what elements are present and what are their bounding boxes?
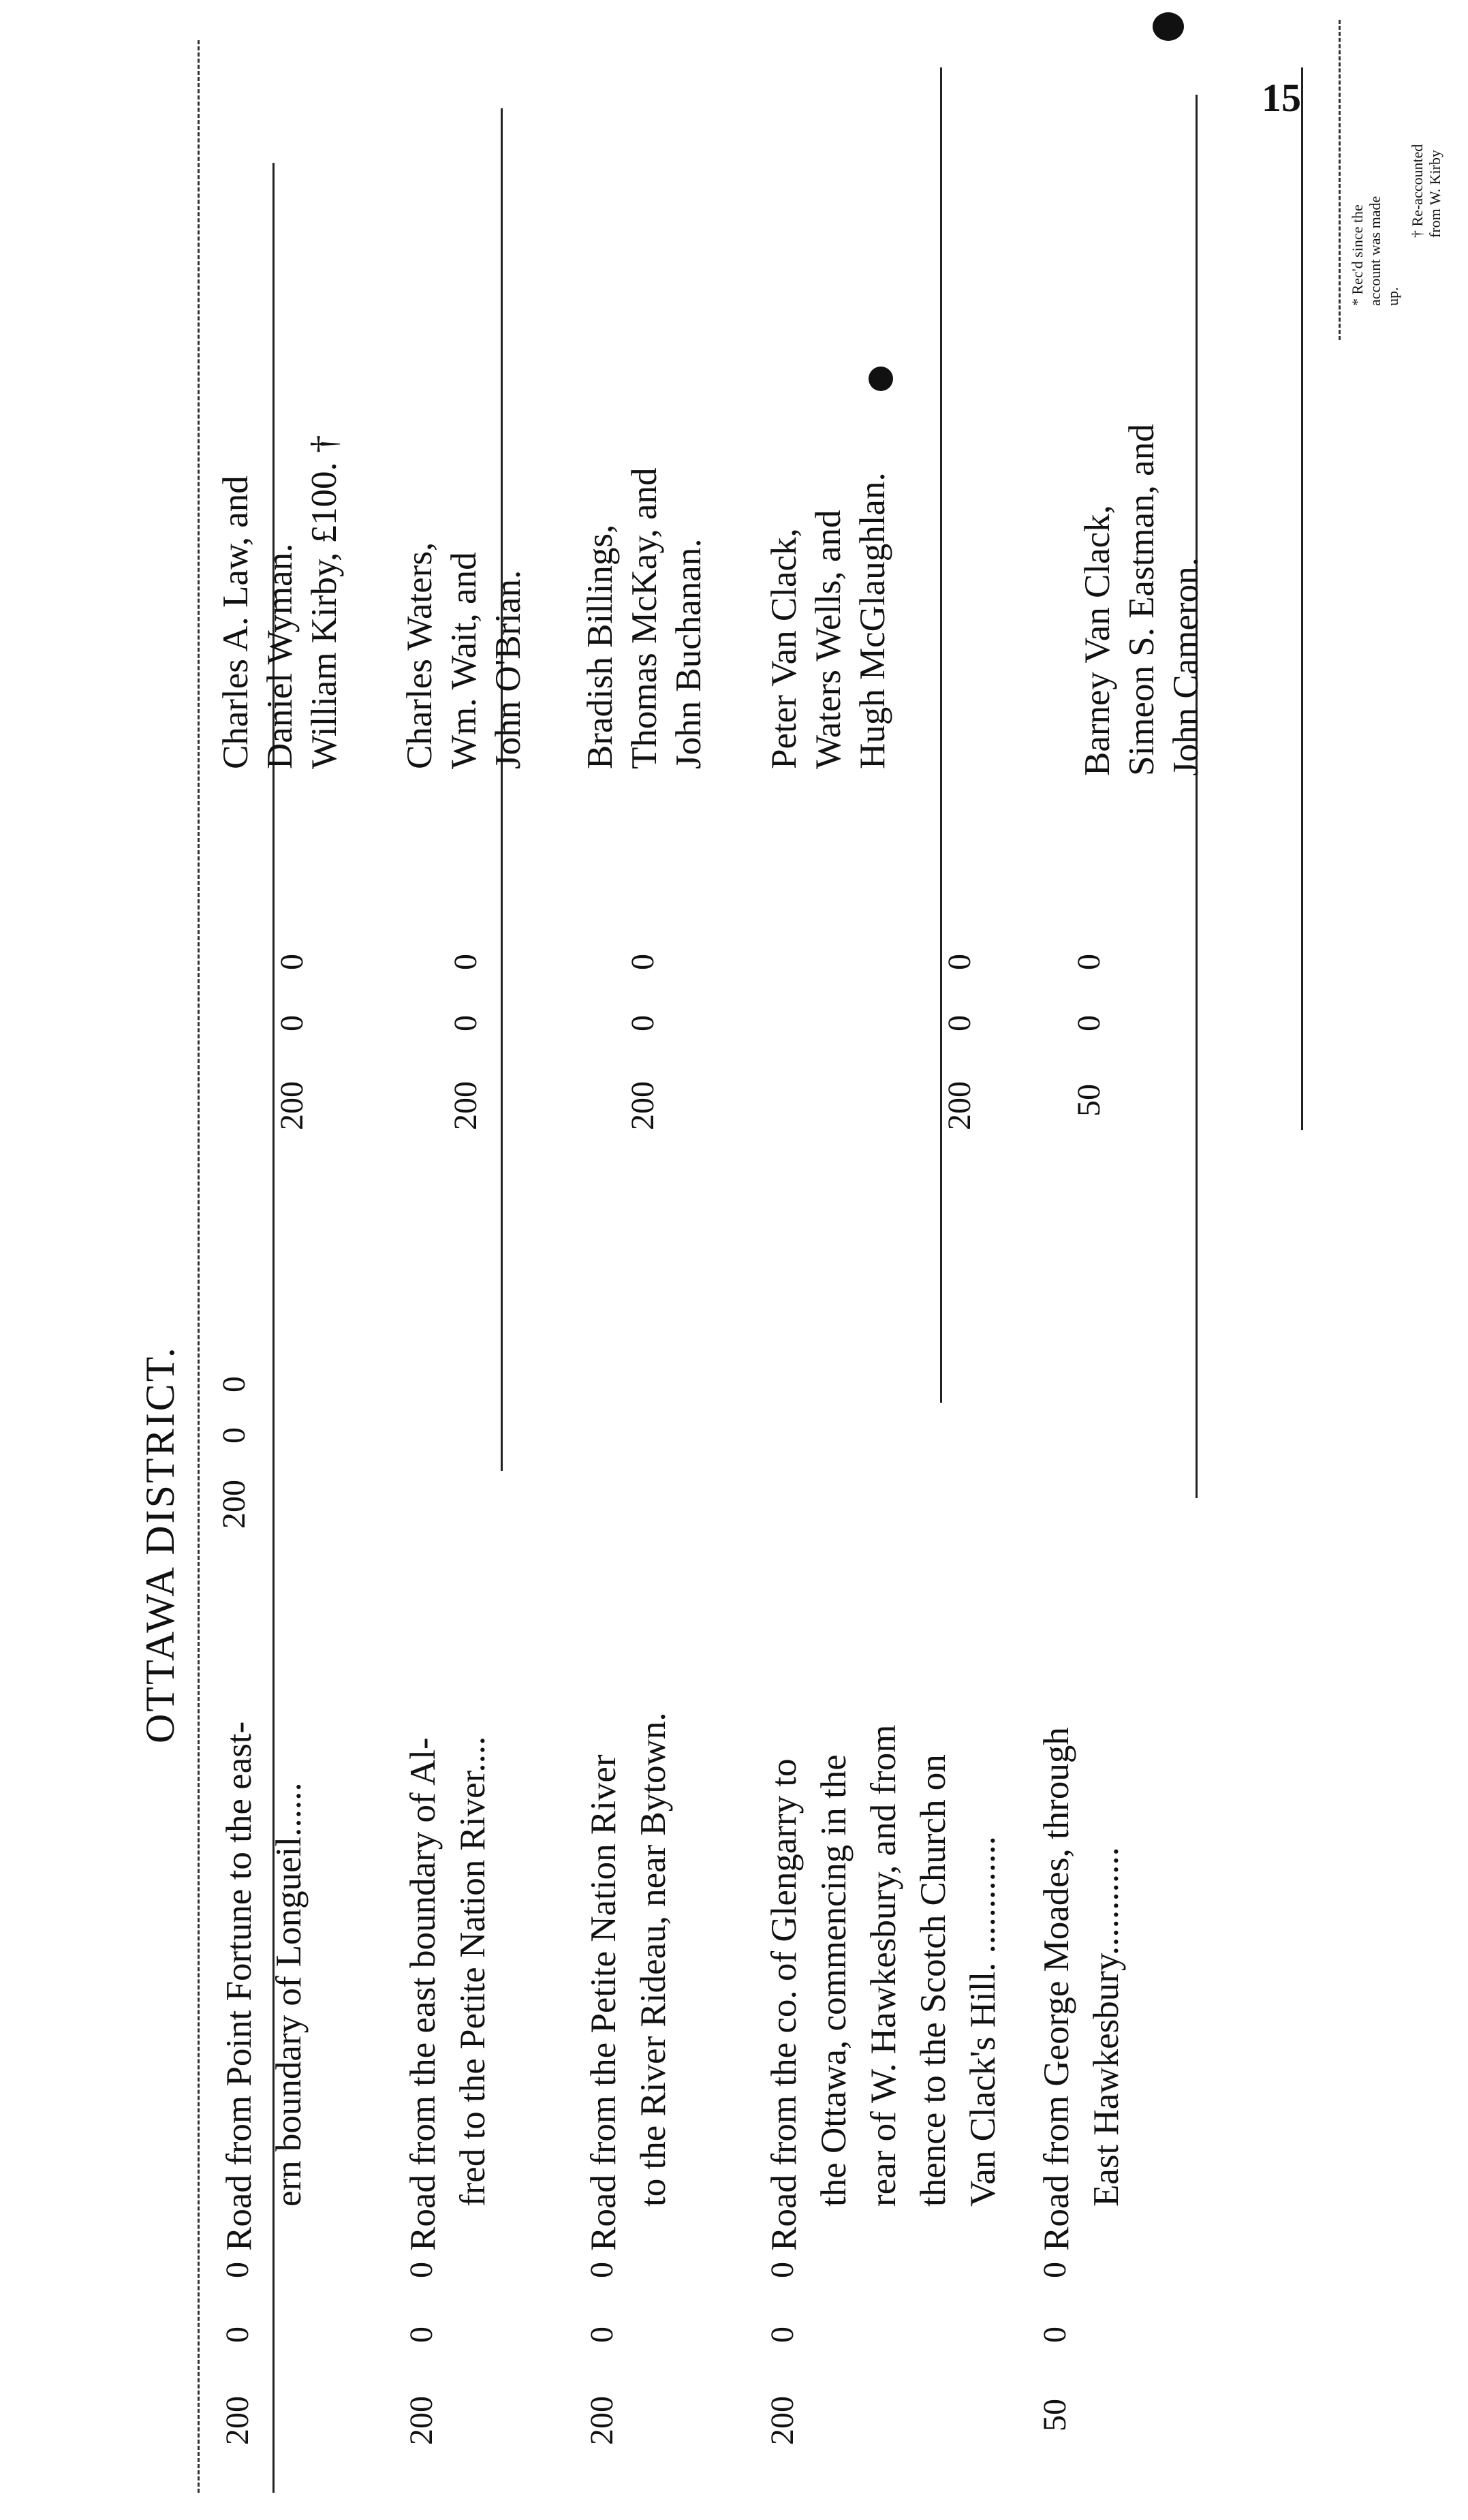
row2-paid-shillings: 0: [448, 1015, 484, 1031]
row1-paid-pounds: 200: [274, 1081, 310, 1130]
row2-description-line2: fred to the Petite Nation River....: [453, 1736, 493, 2207]
row1-total-pence: 0: [216, 1376, 252, 1393]
row3-paid-shillings: 0: [625, 1015, 661, 1031]
row4-description-line4: thence to the Scotch Church on: [913, 1754, 953, 2207]
margin-note-kirby-line2: from W. Kirby: [1426, 150, 1443, 238]
row1-amount-pounds: 200: [219, 2396, 255, 2445]
margin-note-kirby-line1: † Re-accounted: [1409, 144, 1426, 238]
margin-note-received-line3: up.: [1384, 287, 1401, 306]
row4-paid-pounds: 200: [941, 1081, 978, 1130]
row1-description-line2: ern boundary of Longueil......: [269, 1782, 309, 2207]
row3-amount-shillings: 0: [584, 2327, 620, 2343]
row4-commissioner-line2: Waters Wells, and: [809, 510, 848, 769]
row1-description-line1: Road from Point Fortune to the east-: [219, 1721, 259, 2251]
row3-amount-pence: 0: [584, 2262, 620, 2278]
district-heading: OTTAWA DISTRICT.: [138, 1345, 183, 1743]
row2-amount-pounds: 200: [403, 2396, 439, 2445]
row2-paid-pence: 0: [448, 954, 484, 970]
row3-description-line2: to the River Rideau, near Bytown.: [634, 1712, 673, 2207]
row5-paid-pence: 0: [1071, 954, 1107, 970]
row2-amount-shillings: 0: [403, 2327, 439, 2343]
ink-blot-commissioners: [869, 367, 893, 391]
row5-amount-shillings: 0: [1037, 2327, 1073, 2343]
row1-total-pounds: 200: [216, 1480, 252, 1529]
row4-amount-shillings: 0: [764, 2327, 800, 2343]
row1-paid-pence: 0: [274, 954, 310, 970]
row5-commissioner-line2: Simeon S. Eastman, and: [1122, 424, 1161, 776]
row1-commissioner-line3: William Kirby, £100. †: [304, 435, 344, 769]
row5-commissioner-line3: John Cameron.: [1166, 557, 1206, 776]
row1-amount-pence: 0: [219, 2262, 255, 2278]
row4-paid-pence: 0: [941, 954, 978, 970]
row5-amount-pence: 0: [1037, 2262, 1073, 2278]
row4-description-line1: Road from the co. of Glengarry to: [764, 1758, 804, 2251]
row4-commissioner-line3: Hugh McGlaughlan.: [853, 472, 892, 769]
row2-description-line1: Road from the east boundary of Al-: [403, 1737, 443, 2251]
rule-after-paid: [1196, 95, 1198, 1498]
row3-amount-pounds: 200: [584, 2396, 620, 2445]
row5-paid-pounds: 50: [1071, 1084, 1107, 1117]
margin-note-received-line1: * Rec'd since the: [1349, 204, 1366, 306]
row5-commissioner-line1: Barney Van Clack,: [1078, 505, 1117, 776]
row4-description-line5: Van Clack's Hill. .............: [963, 1836, 1003, 2207]
row4-description-line2: the Ottawa, commencing in the: [814, 1754, 854, 2207]
row2-commissioner-line2: Wm. Wait, and: [444, 552, 484, 769]
row4-amount-pence: 0: [764, 2262, 800, 2278]
row1-commissioner-line1: Charles A. Law, and: [216, 476, 255, 769]
rule-bottom-edge: [198, 40, 200, 2493]
row5-amount-pounds: 50: [1037, 2399, 1073, 2431]
row2-paid-pounds: 200: [448, 1081, 484, 1130]
row4-commissioner-line1: Peter Van Clack,: [764, 528, 804, 769]
row3-commissioner-line2: Thomas McKay, and: [625, 467, 664, 769]
row4-amount-pounds: 200: [764, 2396, 800, 2445]
row2-commissioner-line3: John O'Brian.: [488, 570, 528, 769]
row3-description-line1: Road from the Petite Nation River: [584, 1754, 623, 2251]
row2-amount-pence: 0: [403, 2262, 439, 2278]
rule-before-paid: [940, 67, 942, 1403]
row2-commissioner-line1: Charles Waters,: [400, 542, 439, 769]
row4-description-line3: rear of W. Hawkesbury, and from: [864, 1724, 903, 2207]
rule-after-commissioners: [1301, 67, 1303, 1130]
rule-margin: [1339, 20, 1341, 340]
page-number: 15: [1262, 76, 1301, 120]
row3-commissioner-line3: John Buchanan.: [669, 538, 708, 769]
rule-after-description: [501, 108, 503, 1471]
row1-total-shillings: 0: [216, 1427, 252, 1444]
row1-amount-shillings: 0: [219, 2327, 255, 2343]
row5-paid-shillings: 0: [1071, 1015, 1107, 1031]
row5-description-line2: East Hawkesbury............: [1087, 1847, 1126, 2207]
row1-paid-shillings: 0: [274, 1015, 310, 1031]
row3-commissioner-line1: Bradish Billings,: [580, 524, 620, 769]
row4-paid-shillings: 0: [941, 1015, 978, 1031]
row5-description-line1: Road from George Moades, through: [1037, 1727, 1076, 2251]
row1-commissioner-line2: Daniel Wyman.: [260, 543, 300, 769]
row3-paid-pounds: 200: [625, 1081, 661, 1130]
row3-paid-pence: 0: [625, 954, 661, 970]
margin-note-received-line2: account was made: [1367, 196, 1384, 306]
